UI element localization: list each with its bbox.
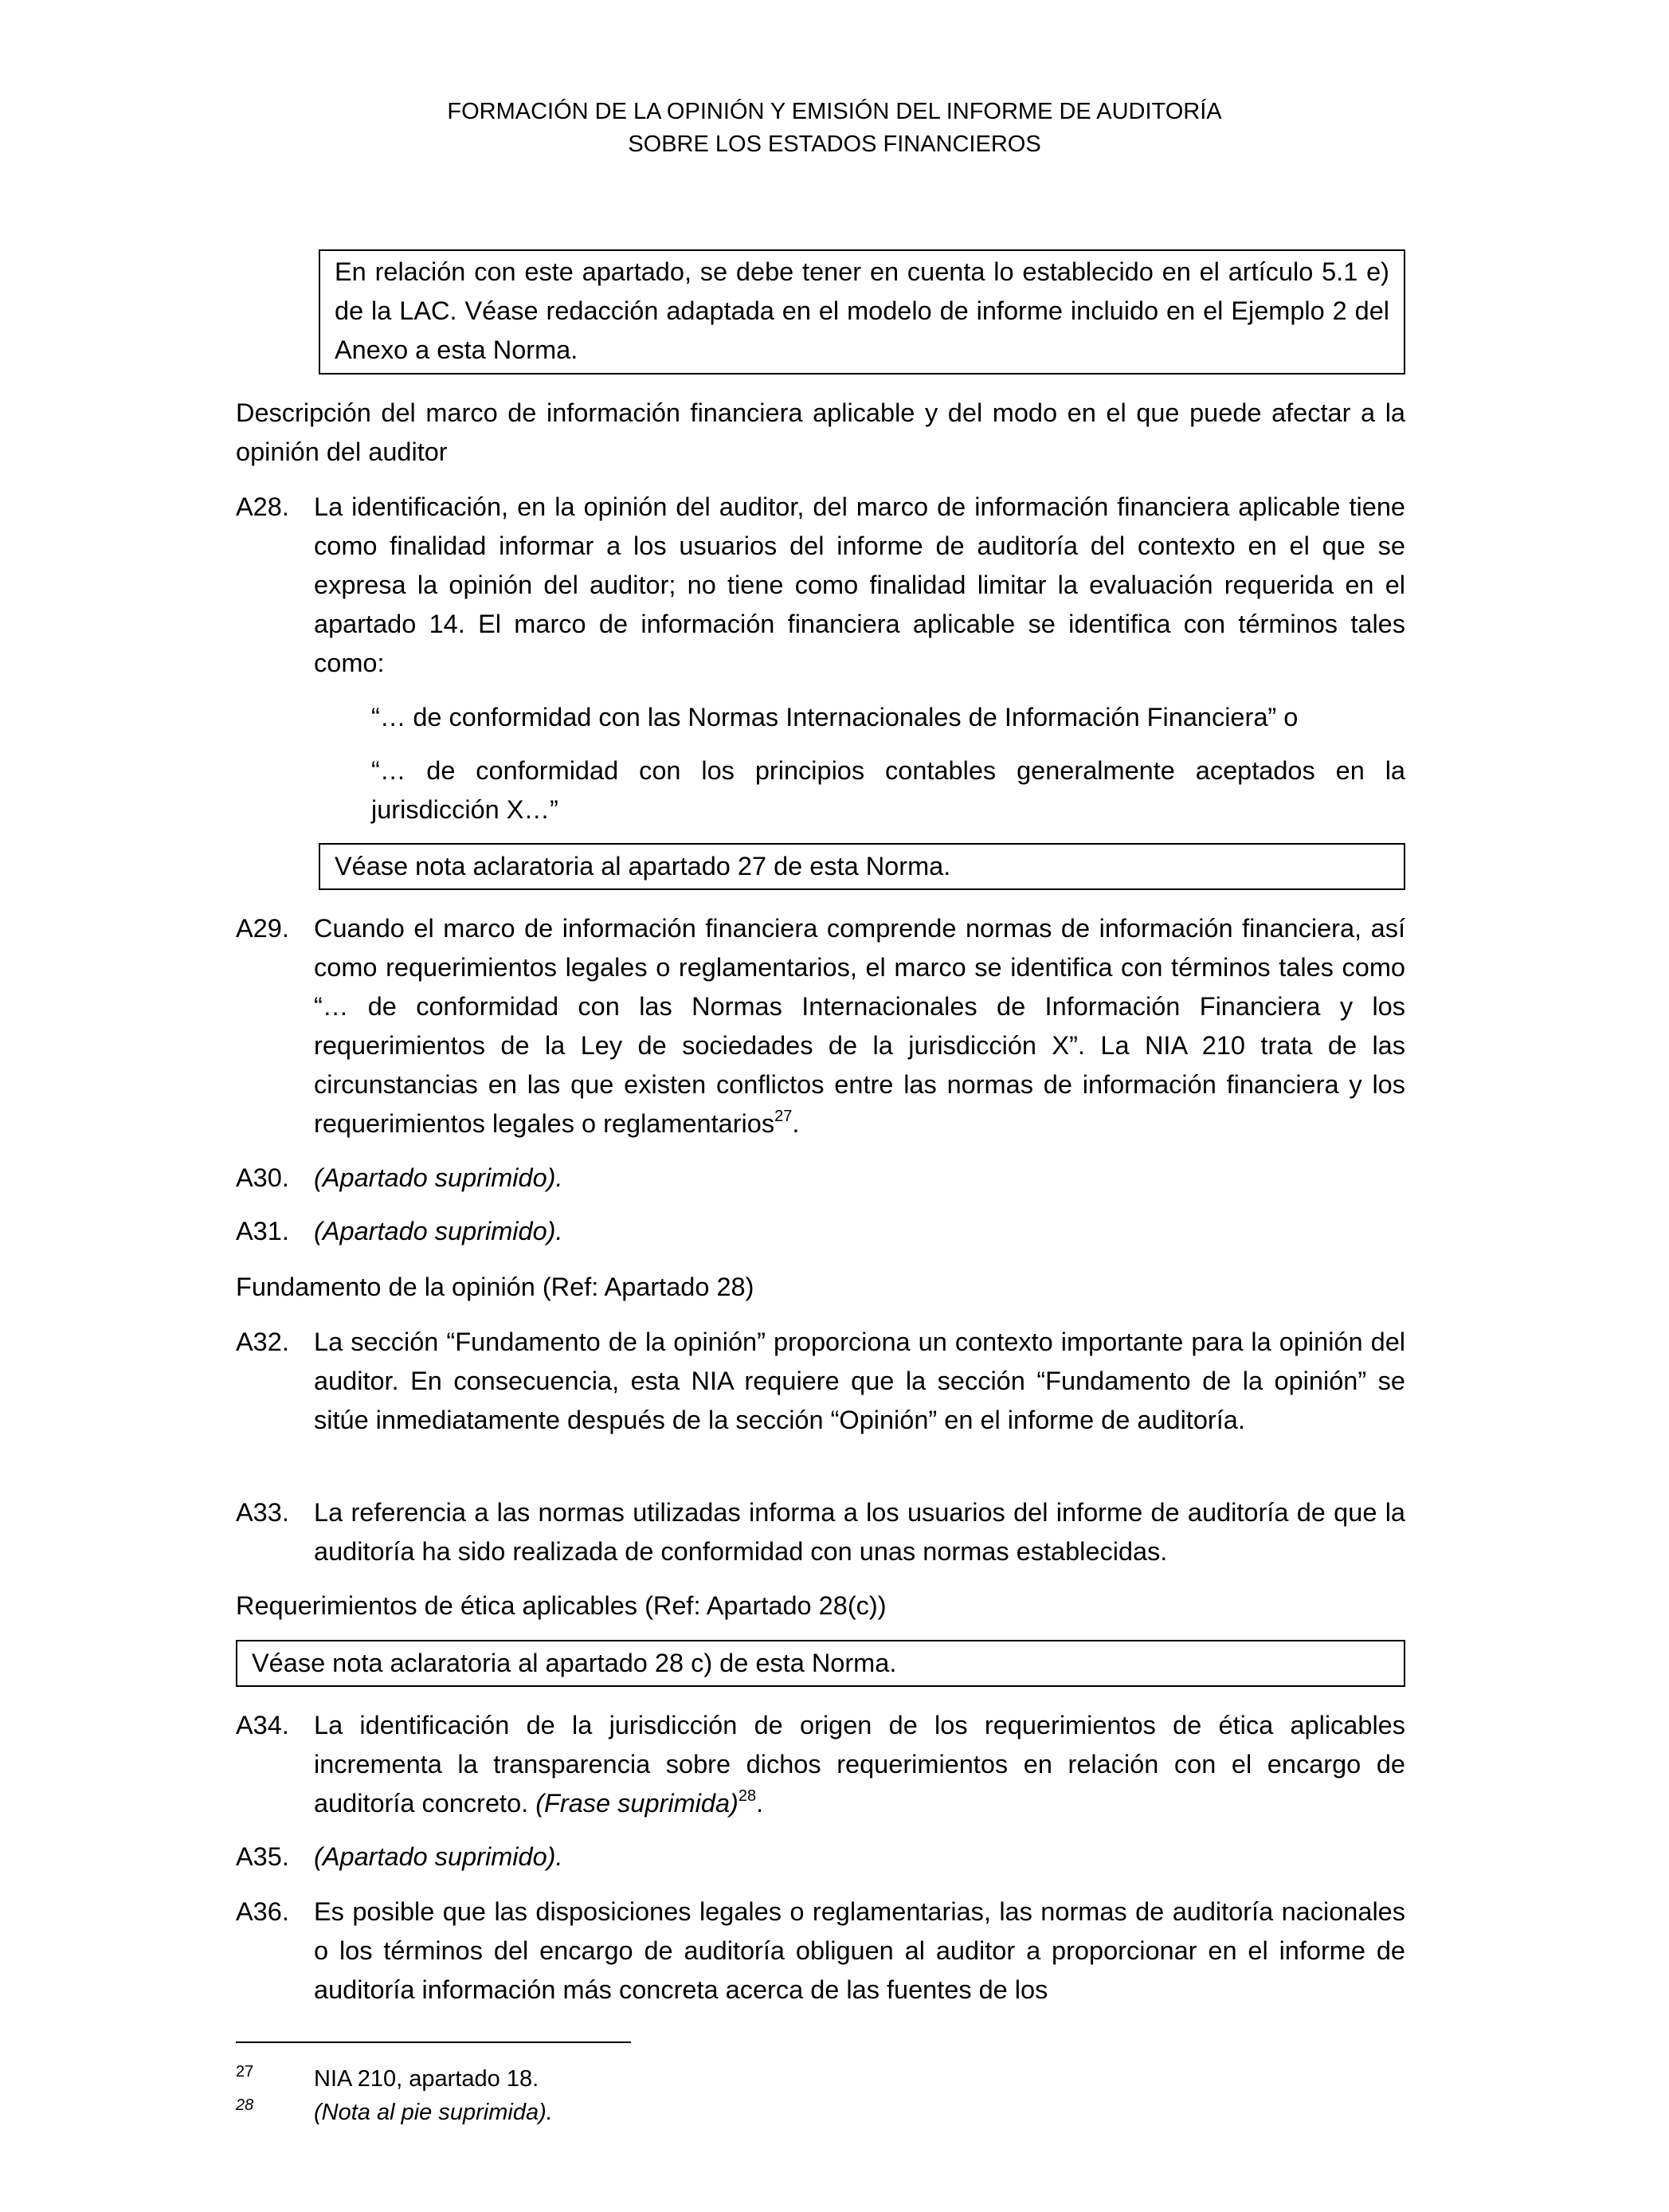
paragraph-text: (Apartado suprimido). (314, 1163, 563, 1192)
header-line-1: FORMACIÓN DE LA OPINIÓN Y EMISIÓN DEL INFORME DE AUDITORÍA (447, 99, 1222, 124)
footnote-ref: 28 (738, 1787, 757, 1805)
note-box-apartado-28c: Véase nota aclaratoria al apartado 28 c) de esta Norma. (236, 1640, 1405, 1687)
note-box-lac: En relación con este apartado, se debe tener en cuenta lo establecido en el artículo 5.1 e) de la LAC. Véase redacción adaptada en el modelo de informe incluido en el Ejemplo 2 del Anexo a esta Norma. (319, 249, 1405, 375)
footnote-28: 28 (Nota al pie suprimida). (236, 2096, 553, 2125)
paragraph-a32 (236, 1323, 1405, 1440)
paragraph-text: (Apartado suprimido). (314, 1842, 563, 1871)
paragraph-a31 (236, 1212, 1405, 1251)
section-heading-etica: Requerimientos de ética aplicables (Ref: Apartado 28(c)) (236, 1591, 887, 1620)
paragraph-text: Cuando el marco de información financiera comprende normas de información financiera, así como requerimientos legales o reglamentarios, el marco se identifica con términos tales como “… de conformidad con las Normas Internacionales de Información Financiera y los requerimientos de la Ley de sociedades de la jurisdicción X”. La NIA 210 trata de las circunstancias en las que existen conflictos entre las normas de información financiera y los requerimientos legales o reglamentarios$^{27}$. (314, 914, 1405, 1138)
paragraph-a34 (236, 1706, 1405, 1823)
quote-nif: “… de conformidad con las Normas Internacionales de Información Financiera” o (371, 703, 1299, 731)
paragraph-a35 (236, 1837, 1405, 1877)
quote-pcga: “… de conformidad con los principios contables generalmente aceptados en la jurisdicción X…” (371, 756, 1405, 824)
paragraph-number: A29. (236, 914, 289, 943)
footnote-text: NIA 210, apartado 18. (314, 2066, 539, 2092)
page-header (0, 96, 1669, 161)
section-heading-fundamento: Fundamento de la opinión (Ref: Apartado 28) (236, 1273, 754, 1301)
paragraph-text: Es posible que las disposiciones legales o reglamentarias, las normas de auditoría nacionales o los términos del encargo de auditoría obliguen al auditor a proporcionar en el informe de auditoría información más concreta acerca de las fuentes de los (314, 1897, 1405, 2004)
paragraph-number: A31. (236, 1217, 289, 1245)
paragraph-text: La identificación, en la opinión del auditor, del marco de información financiera aplicable tiene como finalidad informar a los usuarios del informe de auditoría del contexto en el que se expresa la opinión del auditor; no tiene como finalidad limitar la evaluación requerida en el apartado 14. El marco de información financiera aplicable se identifica con términos tales como: (314, 492, 1405, 677)
paragraph-a33 (236, 1493, 1405, 1571)
footnote-ref: 27 (774, 1108, 793, 1125)
paragraph-text: (Apartado suprimido). (314, 1217, 563, 1245)
paragraph-a36 (236, 1892, 1405, 2010)
paragraph-number: A32. (236, 1328, 289, 1356)
paragraph-number: A35. (236, 1842, 289, 1871)
paragraph-number: A28. (236, 492, 289, 521)
paragraph-number: A33. (236, 1498, 289, 1527)
paragraph-body: La identificación de la jurisdicción de origen de los requerimientos de ética aplicables incrementa la transparencia sobre dichos requerimientos en relación con el encargo de auditoría concreto. (314, 1711, 1405, 1818)
footnote-separator (236, 2041, 631, 2043)
paragraph-text: La identificación de la jurisdicción de origen de los requerimientos de ética aplicables incrementa la transparencia sobre dichos requerimientos en relación con el encargo de auditoría concreto. (Frase suprimida)$^{28}$. (314, 1711, 1405, 1818)
paragraph-a29 (236, 909, 1405, 1143)
note-box-apartado-27: Véase nota aclaratoria al apartado 27 de esta Norma. (319, 843, 1405, 890)
footnote-text: (Nota al pie suprimida). (314, 2100, 553, 2125)
footnote-27: 27 NIA 210, apartado 18. (236, 2063, 539, 2092)
header-line-2: SOBRE LOS ESTADOS FINANCIEROS (628, 131, 1041, 157)
paragraph-text: La sección “Fundamento de la opinión” proporciona un contexto importante para la opinión del auditor. En consecuencia, esta NIA requiere que la sección “Fundamento de la opinión” se sitúe inmediatamente después de la sección “Opinión” en el informe de auditoría. (314, 1328, 1405, 1434)
paragraph-body: Cuando el marco de información financiera comprende normas de información financiera, así como requerimientos legales o reglamentarios, el marco se identifica con términos tales como “… de conformidad con las Normas Internacionales de Información Financiera y los requerimientos de la Ley de sociedades de la jurisdicción X”. La NIA 210 trata de las circunstancias en las que existen conflictos entre las normas de información financiera y los requerimientos legales o reglamentarios (314, 914, 1405, 1138)
paragraph-number: A30. (236, 1163, 289, 1192)
paragraph-number: A36. (236, 1897, 289, 1926)
paragraph-text: La referencia a las normas utilizadas informa a los usuarios del informe de auditoría de que la auditoría ha sido realizada de conformidad con unas normas establecidas. (314, 1498, 1405, 1566)
section-heading-marco: Descripción del marco de información financiera aplicable y del modo en el que puede afectar a la opinión del auditor (236, 398, 1405, 466)
paragraph-number: A34. (236, 1711, 289, 1739)
paragraph-a30 (236, 1159, 1405, 1198)
italic-note: (Frase suprimida) (535, 1789, 739, 1818)
paragraph-a28 (236, 488, 1405, 683)
